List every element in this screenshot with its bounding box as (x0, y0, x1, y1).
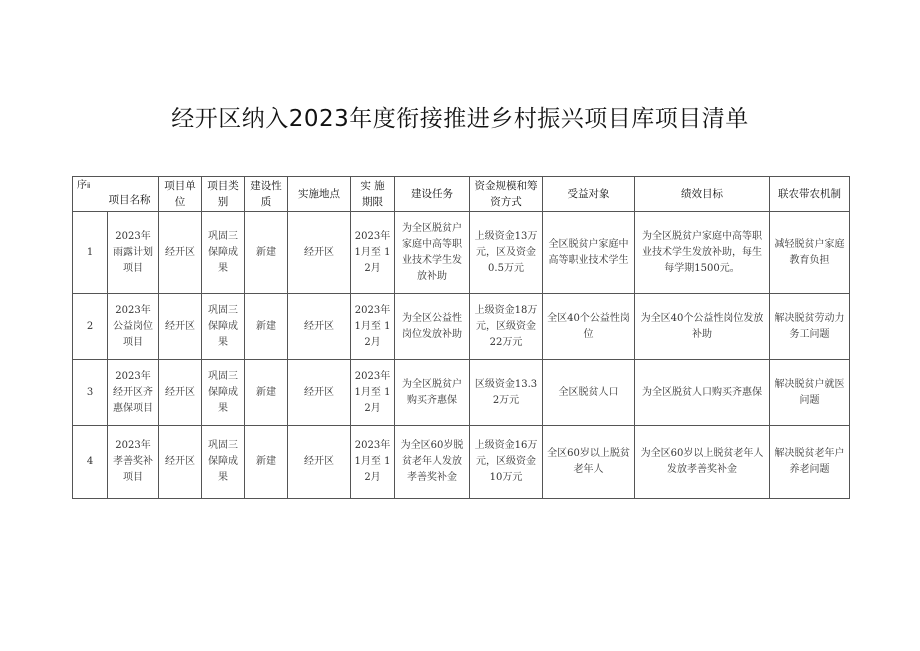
cell-task: 为全区脱贫户购买齐惠保 (395, 360, 470, 426)
document-title: 经开区纳入2023年度衔接推进乡村振兴项目库项目清单 (171, 106, 749, 132)
header-period: 实 施 期限 (351, 177, 395, 212)
cell-task: 为全区脱贫户家庭中高等职业技术学生发放补助 (395, 212, 470, 294)
cell-mechanism: 解决脱贫老年户养老问题 (770, 426, 850, 499)
cell-seq: 4 (73, 426, 108, 499)
cell-unit: 经开区 (159, 294, 202, 360)
cell-period: 2023年1月至 12月 (351, 426, 395, 499)
cell-fund: 上级资金18万元，区级资金22万元 (470, 294, 543, 360)
cell-site: 经开区 (288, 426, 351, 499)
cell-seq: 1 (73, 212, 108, 294)
cell-type: 巩固三保障成果 (202, 212, 245, 294)
cell-site: 经开区 (288, 360, 351, 426)
cell-beneficiary: 全区60岁以上脱贫老年人 (543, 426, 635, 499)
cell-goal: 为全区脱贫人口购买齐惠保 (635, 360, 770, 426)
header-mechanism: 联农带农机制 (770, 177, 850, 212)
table-row (73, 426, 850, 499)
header-seq-name (73, 177, 159, 212)
header-unit: 项目单位 (159, 177, 202, 212)
header-site: 实施地点 (288, 177, 351, 212)
cell-mechanism: 解决脱贫劳动力务工问题 (770, 294, 850, 360)
project-table (72, 176, 850, 499)
header-type: 项目类别 (202, 177, 245, 212)
cell-type: 巩固三保障成果 (202, 294, 245, 360)
header-nature: 建设性质 (245, 177, 288, 212)
cell-period: 2023年1月至 12月 (351, 294, 395, 360)
header-name: 项目名称 (108, 194, 151, 206)
cell-nature: 新建 (245, 294, 288, 360)
cell-task: 为全区公益性岗位发放补助 (395, 294, 470, 360)
header-seq: 序 (77, 180, 87, 191)
cell-seq: 3 (73, 360, 108, 426)
cell-fund: 上级资金16万元，区级资金10万元 (470, 426, 543, 499)
cell-fund: 区级资金13.32万元 (470, 360, 543, 426)
cell-nature: 新建 (245, 212, 288, 294)
cell-beneficiary: 全区脱贫户家庭中高等职业技术学生 (543, 212, 635, 294)
table-row (73, 360, 850, 426)
table-row (73, 212, 850, 294)
cell-type: 巩固三保障成果 (202, 426, 245, 499)
cell-unit: 经开区 (159, 360, 202, 426)
cell-beneficiary: 全区40个公益性岗位 (543, 294, 635, 360)
cell-unit: 经开区 (159, 426, 202, 499)
cell-goal: 为全区脱贫户家庭中高等职业技术学生发放补助，每生每学期1500元。 (635, 212, 770, 294)
cell-fund: 上级资金13万元，区及资金0.5万元 (470, 212, 543, 294)
cell-mechanism: 解决脱贫户就医问题 (770, 360, 850, 426)
table-header-row (73, 177, 850, 212)
cell-site: 经开区 (288, 212, 351, 294)
cell-seq: 2 (73, 294, 108, 360)
cell-goal: 为全区40个公益性岗位发放补助 (635, 294, 770, 360)
cell-name: 2023年雨露计划项目 (108, 212, 159, 294)
cell-name: 2023年经开区齐惠保项目 (108, 360, 159, 426)
cell-unit: 经开区 (159, 212, 202, 294)
header-beneficiary: 受益对象 (543, 177, 635, 212)
cell-name: 2023年孝善奖补项目 (108, 426, 159, 499)
cell-name: 2023年公益岗位项目 (108, 294, 159, 360)
table-row (73, 294, 850, 360)
header-goal: 绩效目标 (635, 177, 770, 212)
cell-nature: 新建 (245, 360, 288, 426)
cell-site: 经开区 (288, 294, 351, 360)
header-fund: 资金规模和筹资方式 (470, 177, 543, 212)
header-task: 建设任务 (395, 177, 470, 212)
cell-nature: 新建 (245, 426, 288, 499)
cell-beneficiary: 全区脱贫人口 (543, 360, 635, 426)
cell-type: 巩固三保障成果 (202, 360, 245, 426)
header-seq-mark: ⅱ (87, 182, 91, 190)
cell-goal: 为全区60岁以上脱贫老年人发放孝善奖补金 (635, 426, 770, 499)
cell-period: 2023年1月至 12月 (351, 360, 395, 426)
cell-period: 2023年1月至 12月 (351, 212, 395, 294)
cell-task: 为全区60岁脱贫老年人发放孝善奖补金 (395, 426, 470, 499)
cell-mechanism: 减轻脱贫户家庭教育负担 (770, 212, 850, 294)
